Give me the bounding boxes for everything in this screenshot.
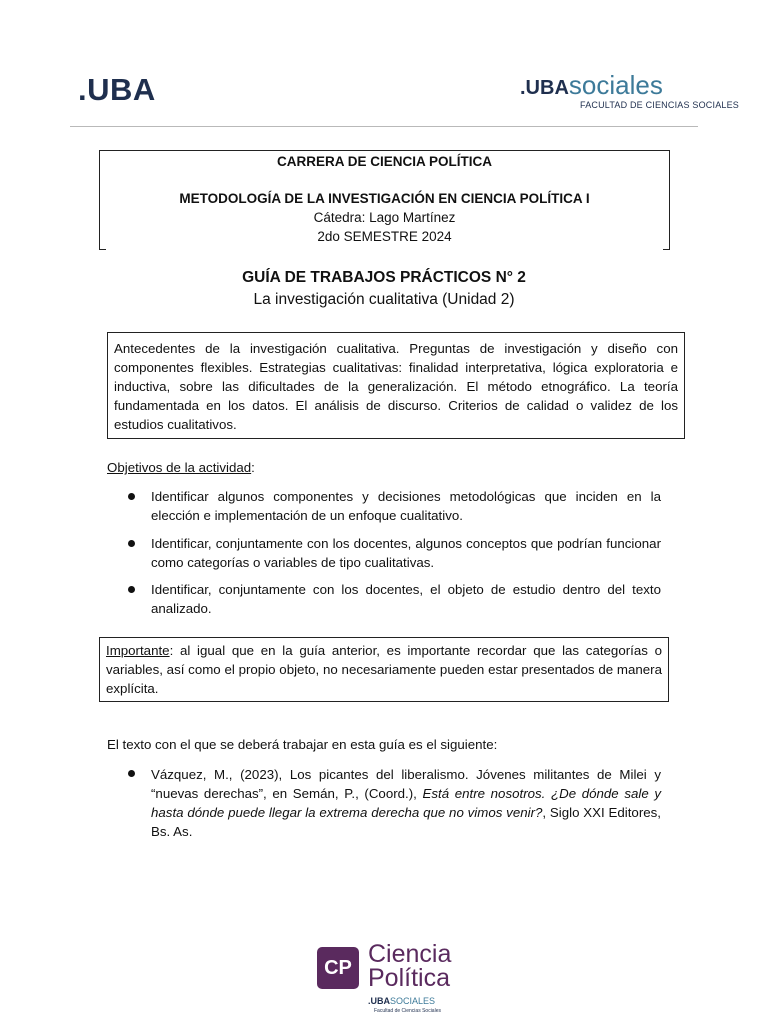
uba-sociales-logo-sociales: sociales (568, 70, 663, 100)
objective-item: Identificar, conjuntamente con los docentes, el objeto de estudio dentro del texto analizado. (151, 582, 661, 616)
header-divider (70, 126, 698, 127)
footer-uba-text: .UBA (368, 996, 390, 1006)
ciencia-politica-line2: Política (368, 964, 450, 992)
footer-uba-sociales-logo (368, 996, 435, 1006)
guide-subtitle: La investigación cualitativa (Unidad 2) (253, 291, 515, 308)
bullet-icon (128, 586, 135, 593)
box-corner-right (663, 243, 670, 250)
objectives-heading-label: Objetivos de la actividad (107, 460, 252, 475)
reference-book-title: Está entre nosotros. ¿De dónde sale y hasta dónde puede llegar la extrema derecha que no vimos venir? (151, 786, 661, 820)
unit-contents-box: Antecedentes de la investigación cualitativa. Preguntas de investigación y diseño con componentes flexibles. Estrategias cualitativas: finalidad interpretativa, lógica exploratoria e inductiva, sobre las dificultades de la generalización. El método etnográfico. La teoría fundamentada en los datos. El análisis de discurso. Criterios de calidad o validez de los estudios cualitativos. (107, 332, 685, 439)
footer-sociales-text: SOCIALES (390, 996, 436, 1006)
uba-logo: .UBA (78, 72, 156, 107)
important-text: : al igual que en la guía anterior, es importante recordar que las categorías o variables, así como el propio objeto, no necesariamente pueden estar presentados de manera explícita. (106, 643, 662, 696)
objectives-heading-colon: : (251, 460, 255, 475)
ciencia-politica-badge: CP (317, 947, 359, 989)
guide-title: GUÍA DE TRABAJOS PRÁCTICOS N° 2 (242, 269, 526, 286)
objective-item: Identificar algunos componentes y decisiones metodológicas que inciden en la elección e implementación de un enfoque cualitativo. (151, 489, 661, 523)
course-chair: Cátedra: Lago Martínez (313, 210, 456, 225)
course-title-box (99, 150, 670, 247)
course-name: METODOLOGÍA DE LA INVESTIGACIÓN EN CIENCIA POLÍTICA I (179, 191, 590, 206)
important-label: Importante (106, 643, 170, 658)
box-corner-left (99, 243, 106, 250)
reference-part2: , Siglo XXI Editores, Bs. As. (151, 805, 661, 839)
career-name: CARRERA DE CIENCIA POLÍTICA (276, 154, 492, 169)
uba-sociales-logo-uba: .UBA (520, 77, 569, 99)
footer-faculty-text: Facultad de Ciencias Sociales (374, 1008, 441, 1014)
uba-sociales-logo (520, 70, 740, 110)
reading-reference (151, 765, 661, 841)
bullet-icon (128, 770, 135, 777)
uba-sociales-logo-subtitle: FACULTAD DE CIENCIAS SOCIALES (580, 100, 740, 110)
bullet-icon (128, 540, 135, 547)
important-note-box (99, 637, 669, 702)
ciencia-politica-name (368, 942, 451, 990)
reading-intro: El texto con el que se deberá trabajar en esta guía es el siguiente: (107, 737, 498, 752)
bullet-icon (128, 493, 135, 500)
course-semester: 2do SEMESTRE 2024 (317, 229, 452, 244)
reference-part1: Vázquez, M., (2023), Los picantes del liberalismo. Jóvenes militantes de Milei y “nuevas derechas”, en Semán, P., (Coord.), (151, 767, 661, 801)
ciencia-politica-line1: Ciencia (368, 940, 452, 968)
objectives-heading (107, 460, 255, 475)
objective-item: Identificar, conjuntamente con los docentes, algunos conceptos que podrían funcionar como categorías o variables de tipo cualitativas. (151, 536, 661, 570)
